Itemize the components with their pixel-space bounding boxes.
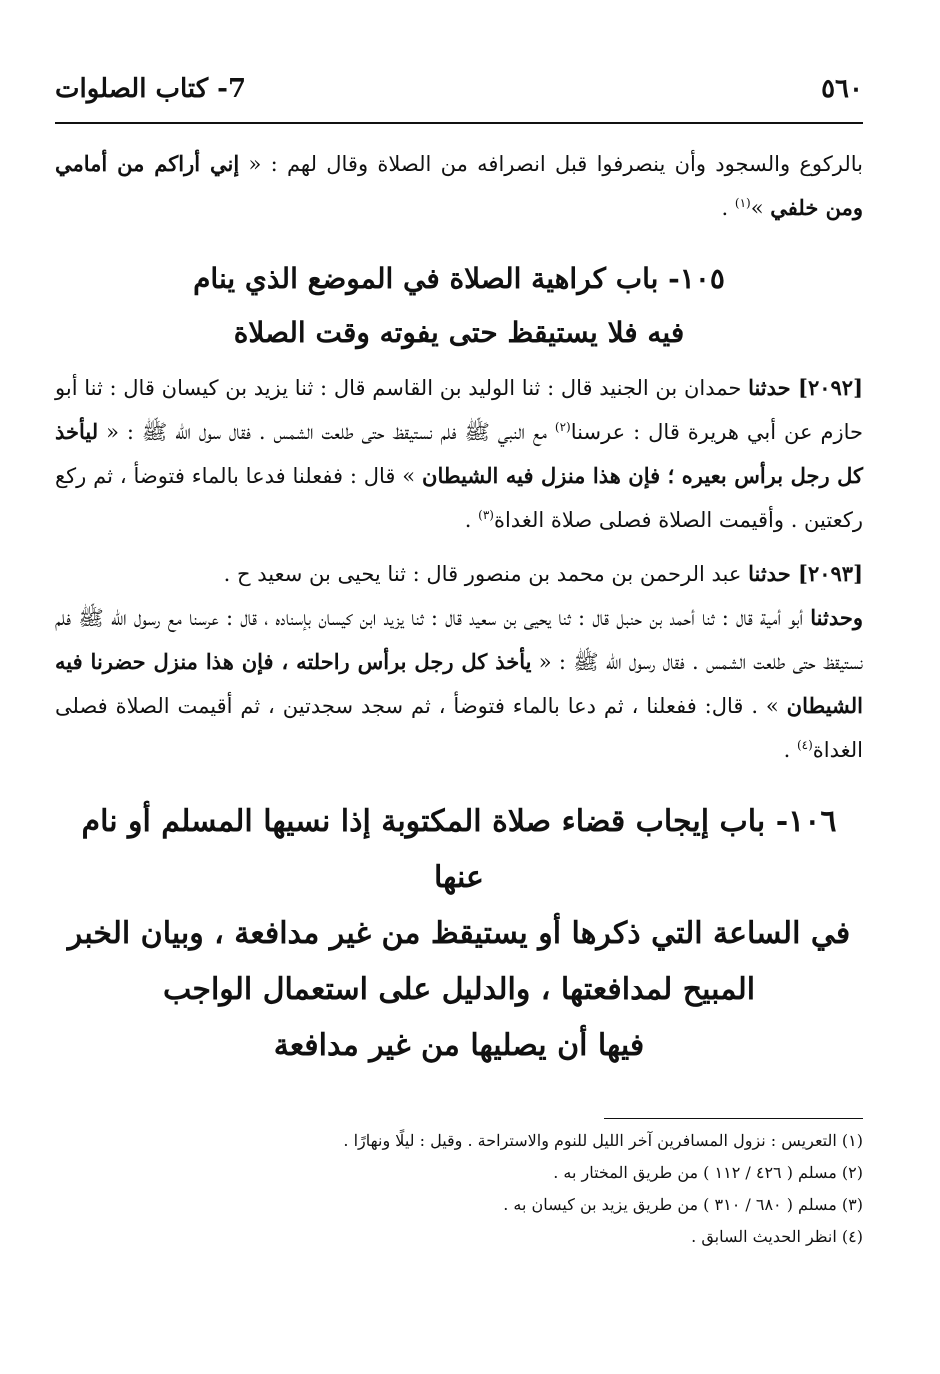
intro-quote: إني أراكم من أمامي ومن خلفي [55,151,863,220]
hadith-2092-text-2: مع النبي ﷺ فلم نستيقظ حتى طلعت الشمس . فقال سول الله ﷺ : « [98,420,555,444]
hadith-2092-lead: حدثنا [748,375,791,400]
intro-paragraph [55,142,863,230]
hadith-2093-text-2: أبو أمية قال : ثنا أحمد بن حنبل قال : ثنا يحيى بن سعيد قال : ثنا يزيد ابن كيسان بإسناده ، قال : عرسنا مع رسول الله ﷺ فلم نستيقظ حتى طلعت الشمس . فقال رسول الله ﷺ : « [55,606,863,674]
footnote-divider [604,1118,863,1119]
chapter-106-line-4: فيها أن يصليها من غير مدافعة [273,1028,645,1063]
running-head [55,70,863,124]
footnote-ref-1: (١) [734,196,751,210]
page-body [55,70,863,1074]
chapter-106-line-2: في الساعة التي ذكرها أو يستيقظ من غير مدافعة ، وبيان الخبر [67,916,851,951]
chapter-105-line-2: فيه فلا يستيقظ حتى يفوته وقت الصلاة [233,316,685,349]
page-number: ٥٦٠ [821,74,863,104]
chapter-105-line-1: ١٠٥- باب كراهية الصلاة في الموضع الذي ينام [193,262,725,295]
hadith-2093-end: . [783,738,797,762]
hadith-2093-text-1: عبد الرحمن بن محمد بن منصور قال : ثنا يحيى بن سعيد ح . [223,562,749,586]
chapter-106-line-3: المبيح لمدافعتها ، والدليل على استعمال الواجب [162,972,756,1007]
footnote-ref-3: (٣) [478,508,494,522]
hadith-2092-quote: ليأخذ كل رجل برأس بعيره ؛ فإن هذا منزل فيه الشيطان [55,419,863,488]
hadith-2092-text-3: » قال : ففعلنا فدعا بالماء فتوضأ ، ثم ركع ركعتين . وأقيمت الصلاة فصلى صلاة الغداة [55,464,863,532]
chapter-106-heading [55,794,863,1074]
footnotes [55,1118,863,1253]
hadith-2093-text-3: » . قال: ففعلنا ، ثم دعا بالماء فتوضأ ، ثم سجد سجدتين ، ثم أقيمت الصلاة فصلى الغداة [55,694,863,762]
hadith-2093-lead: حدثنا [748,561,791,586]
footnote-ref-4: (٤) [796,738,813,752]
footnote-3: (٣) مسلم ( ٦٨٠ / ٣١٠ ) من طريق يزيد بن كيسان به . [503,1195,863,1214]
hadith-2092-end: . [464,508,479,532]
chapter-105-heading [55,252,863,360]
intro-closing: » [750,196,771,220]
hadith-2093-line-1 [55,552,863,596]
hadith-2092-number: [٢٠٩٢] [790,375,863,400]
hadith-2093-number: [٢٠٩٣] [790,561,863,586]
footnote-ref-2: (٢) [554,420,571,434]
footnote-2: (٢) مسلم ( ٤٢٦ / ١١٢ ) من طريق المختار به . [553,1163,863,1182]
intro-text: بالركوع والسجود وأن ينصرفوا قبل انصرافه من الصلاة وقال لهم : « [239,152,863,176]
footnote-4: (٤) انظر الحديث السابق . [691,1227,863,1246]
chapter-title: 7- كتاب الصلوات [55,74,247,104]
hadith-2093-lead-2: وحدثنا [810,605,863,630]
hadith-2093-quote: يأخذ كل رجل برأس راحلته ، فإن هذا منزل حضرنا فيه الشيطان [55,649,863,718]
intro-end: . [721,196,735,220]
hadith-2093-line-2 [55,596,863,772]
hadith-2092 [55,366,863,542]
footnote-1: (١) التعريس : نزول المسافرين آخر الليل للنوم والاستراحة . وقيل : ليلًا ونهارًا . [343,1131,863,1150]
hadith-2092-text-1: حمدان بن الجنيد قال : ثنا الوليد بن القاسم قال : ثنا يزيد بن كيسان قال : ثنا أبو حازم عن أبي هريرة قال : عرسنا [55,376,863,444]
chapter-106-line-1: ١٠٦- باب إيجاب قضاء صلاة المكتوبة إذا نسيها المسلم أو نام عنها [81,804,837,895]
